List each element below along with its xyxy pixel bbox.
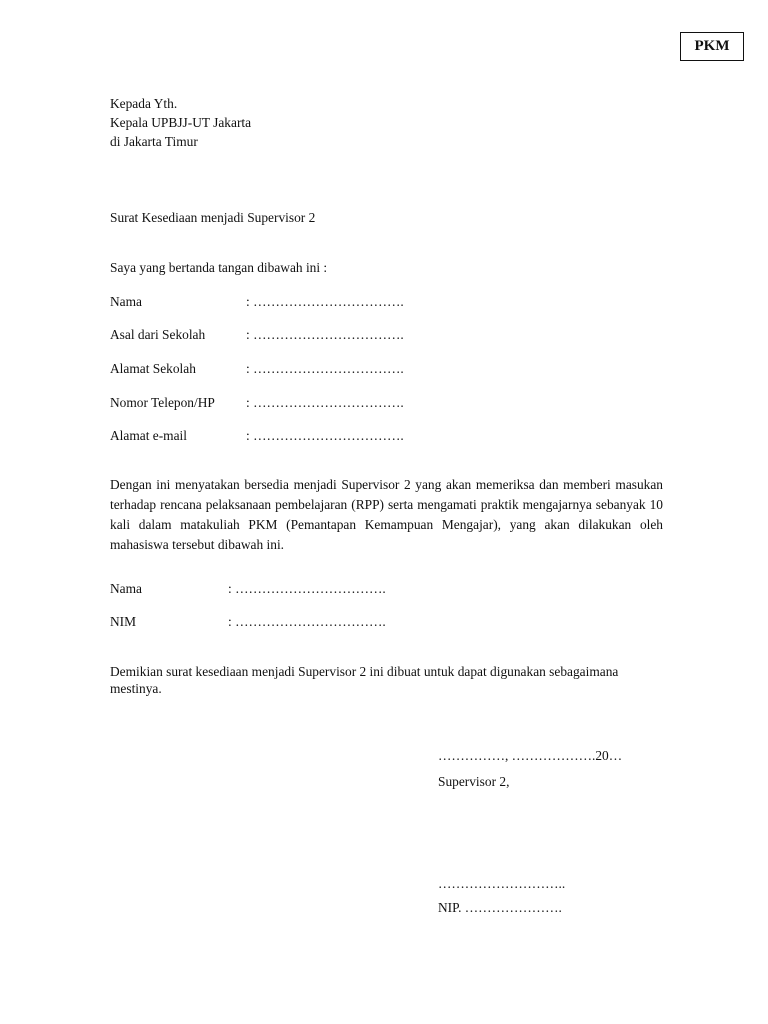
field-value-nama: : …………………………….: [246, 294, 404, 309]
addressee-line-1: Kepada Yth.: [110, 96, 178, 111]
statement-paragraph: Dengan ini menyatakan bersedia menjadi Supervisor 2 yang akan memeriksa dan memberi masukan terhadap rencana pelaksanaan pembelajaran (RPP) serta mengamati praktik mengajarnya sebanyak 10 kali dalam matakuliah PKM (Pemantapan Kemampuan Mengajar), yang akan dilakukan oleh mahasiswa tersebut dibawah ini.: [110, 477, 663, 552]
place-date: ……………, ……………….20…: [438, 748, 623, 763]
signer-name-line: ………………………..: [438, 876, 566, 891]
field-value-email: : …………………………….: [246, 428, 404, 443]
field-value-asal-sekolah: : …………………………….: [246, 327, 404, 342]
signer-nip: NIP. ………………….: [438, 900, 562, 915]
field-value-alamat-sekolah: : …………………………….: [246, 361, 404, 376]
field-label-asal-sekolah: Asal dari Sekolah: [110, 327, 206, 342]
addressee-line-3: di Jakarta Timur: [110, 134, 198, 149]
student-label-nim: NIM: [110, 614, 137, 629]
field-label-email: Alamat e-mail: [110, 428, 187, 443]
field-label-nomor-telepon: Nomor Telepon/HP: [110, 395, 215, 410]
addressee-line-2: Kepala UPBJJ-UT Jakarta: [110, 115, 252, 130]
student-label-nama: Nama: [110, 581, 142, 596]
student-value-nama: : …………………………….: [228, 581, 386, 596]
field-label-nama: Nama: [110, 294, 142, 309]
pkm-badge: PKM: [680, 32, 744, 61]
field-label-alamat-sekolah: Alamat Sekolah: [110, 361, 196, 376]
signer-role: Supervisor 2,: [438, 774, 510, 789]
student-value-nim: : …………………………….: [228, 614, 386, 629]
field-value-nomor-telepon: : …………………………….: [246, 395, 404, 410]
closing-paragraph: Demikian surat kesediaan menjadi Supervisor 2 ini dibuat untuk dapat digunakan sebagaimana mestinya.: [110, 664, 619, 696]
letter-subject: Surat Kesediaan menjadi Supervisor 2: [110, 210, 316, 225]
intro-text: Saya yang bertanda tangan dibawah ini :: [110, 260, 328, 275]
